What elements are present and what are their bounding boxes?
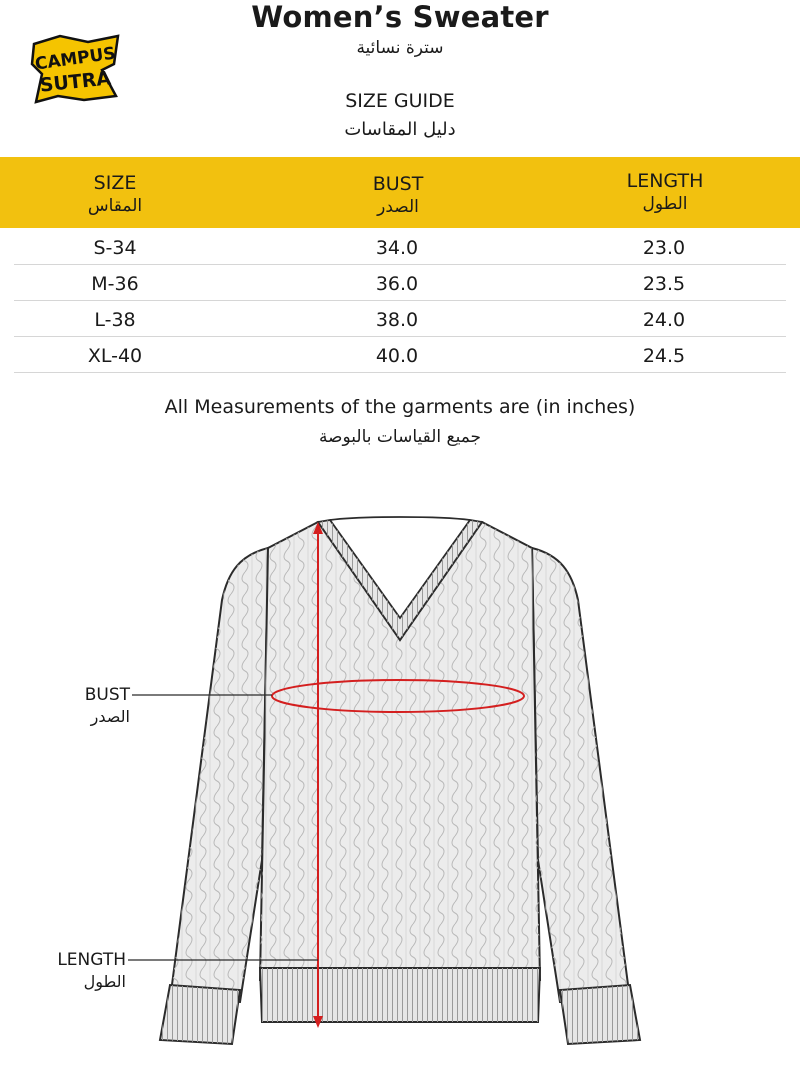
bust-callout: [40, 684, 130, 728]
cell-bust: 34.0: [375, 237, 419, 259]
cell-size: XL-40: [87, 345, 143, 367]
cell-length: 23.5: [642, 273, 686, 295]
cell-bust: 38.0: [375, 309, 419, 331]
measurement-note: All Measurements of the garments are (in inches): [164, 396, 636, 418]
sweater-diagram: [0, 500, 800, 1091]
cell-size: S-34: [93, 237, 137, 259]
cell-length: 24.5: [642, 345, 686, 367]
table-header: [0, 157, 800, 228]
header-size-label: SIZE: [93, 172, 137, 194]
length-label-arabic: الطول: [83, 972, 126, 991]
header-length-label-arabic: الطول: [642, 194, 688, 214]
header-length-label: LENGTH: [626, 170, 704, 192]
length-callout: [20, 949, 126, 993]
page-title: Women’s Sweater: [251, 0, 549, 34]
cell-bust: 40.0: [375, 345, 419, 367]
size-guide-title: SIZE GUIDE: [345, 90, 455, 112]
bust-label: BUST: [84, 685, 130, 705]
header-size-label-arabic: المقاس: [87, 196, 143, 216]
measurement-note-arabic: جميع القياسات بالبوصة: [318, 427, 482, 447]
svg-text:SUTRA: SUTRA: [38, 67, 113, 97]
table-row: [14, 265, 786, 301]
cell-length: 23.0: [642, 237, 686, 259]
cell-length: 24.0: [642, 309, 686, 331]
page-title-arabic: سترة نسائية: [356, 38, 444, 58]
size-guide-title-arabic: دليل المقاسات: [344, 119, 456, 140]
bust-label-arabic: الصدر: [90, 707, 130, 726]
table-row: [14, 337, 786, 373]
header-length: [565, 169, 765, 215]
header-bust-label: BUST: [372, 173, 424, 195]
cell-size: M-36: [91, 273, 139, 295]
table-row: [14, 301, 786, 337]
table-row: [14, 229, 786, 265]
header-bust-label-arabic: الصدر: [377, 197, 419, 217]
svg-text:CAMPUS: CAMPUS: [33, 43, 117, 75]
cell-bust: 36.0: [375, 273, 419, 295]
header-bust: [298, 172, 498, 218]
length-label: LENGTH: [57, 950, 126, 970]
cell-size: L-38: [94, 309, 136, 331]
header-size: [15, 171, 215, 217]
